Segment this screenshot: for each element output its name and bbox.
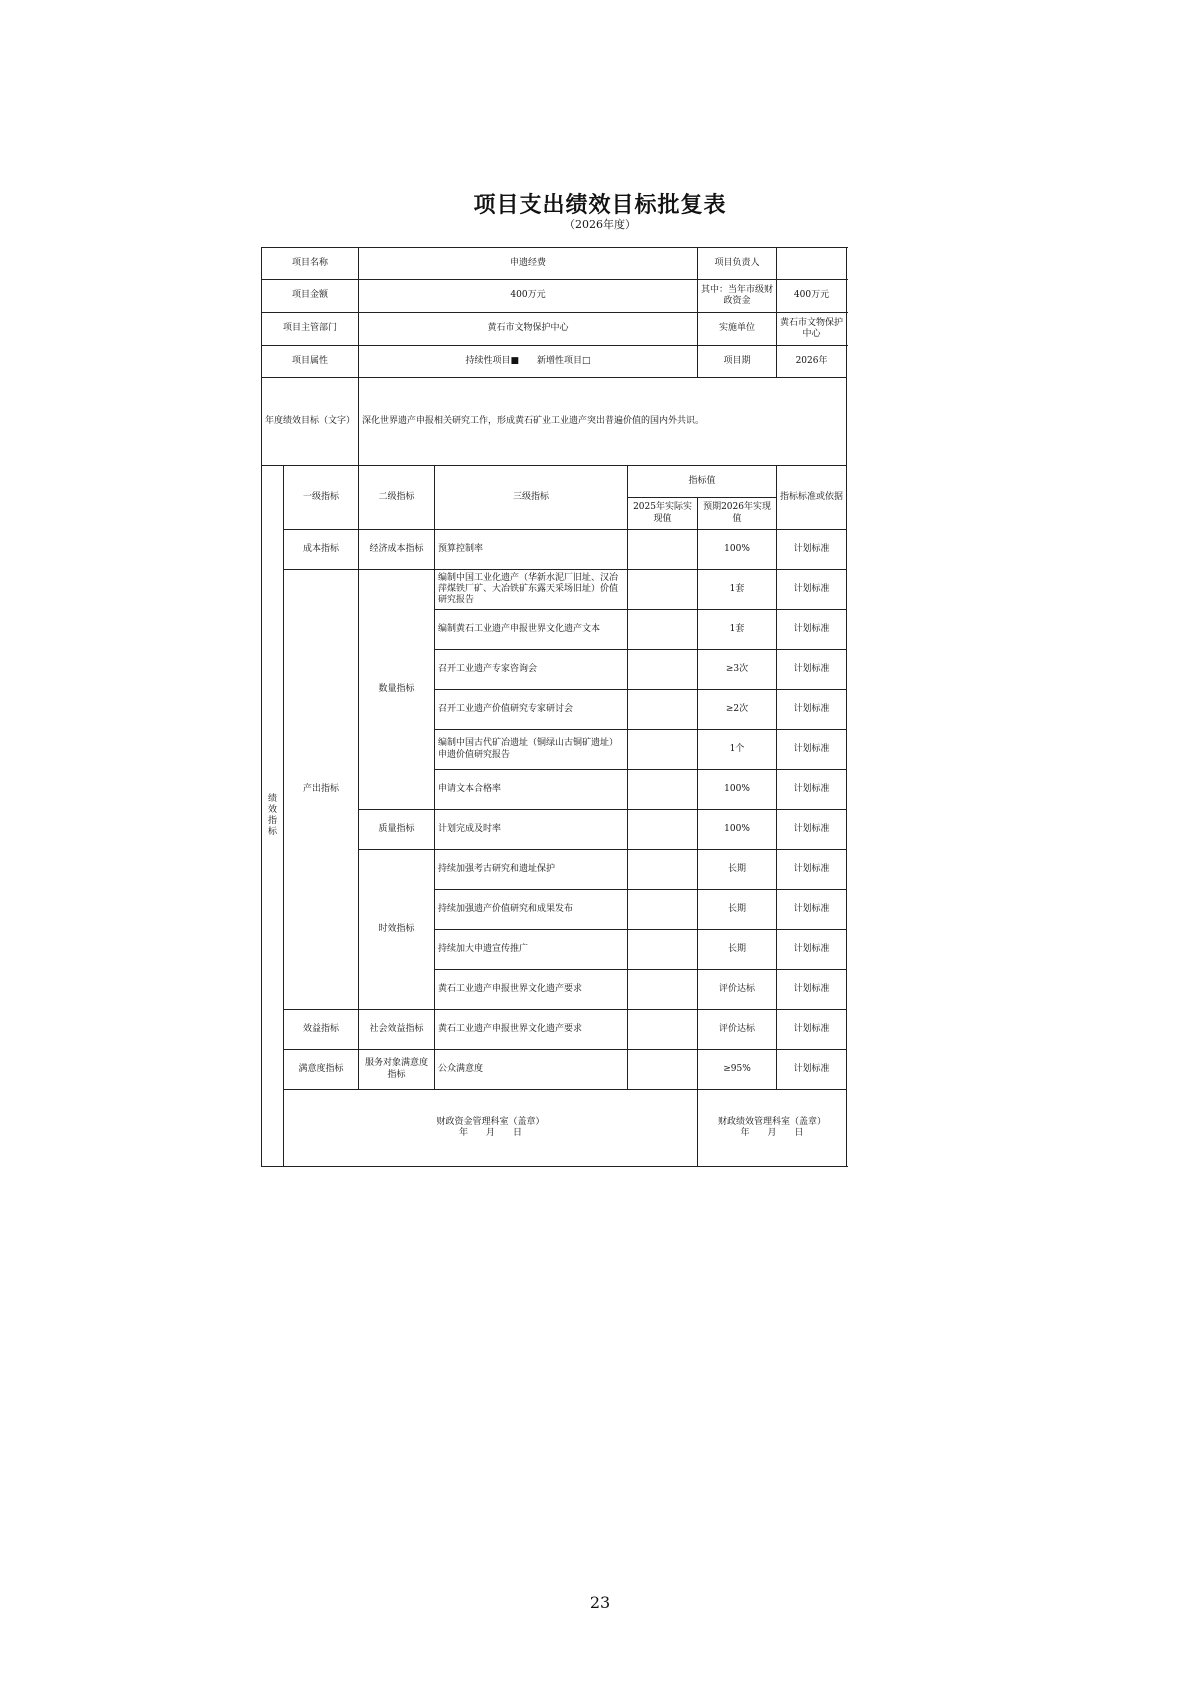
value-2026-cell: 长期 [698,930,777,970]
basis-cell: 计划标准 [777,970,847,1010]
value-2026-cell: 100% [698,770,777,810]
attr-label: 项目属性 [262,346,359,378]
value-2025-cell [628,930,698,970]
page-number: 23 [589,1593,611,1612]
level3-cell: 黄石工业遗产申报世界文化遗产要求 [435,970,628,1010]
basis-cell: 计划标准 [777,930,847,970]
basis-cell: 计划标准 [777,730,847,770]
dept-value: 黄石市文物保护中心 [359,313,698,346]
value-2025-cell [628,650,698,690]
level1-cell: 成本指标 [284,530,359,570]
dept-label: 项目主管部门 [262,313,359,346]
period-value: 2026年 [777,346,847,378]
value-2025-cell [628,530,698,570]
indicator-header-row [262,466,847,498]
value-2025-cell [628,570,698,610]
basis-cell: 计划标准 [777,850,847,890]
basis-cell: 计划标准 [777,810,847,850]
period-label: 项目期 [698,346,777,378]
level3-cell: 黄石工业遗产申报世界文化遗产要求 [435,1010,628,1050]
goal-text: 深化世界遗产申报相关研究工作，形成黄石矿业工业遗产突出普遍价值的国内外共识。 [359,378,847,466]
value-2025-cell [628,810,698,850]
level3-cell: 编制中国工业化遗产（华新水泥厂旧址、汉冶萍煤铁厂矿、大冶铁矿东露天采场旧址）价值研究报告 [435,570,628,610]
level3-cell: 持续加强考古研究和遗址保护 [435,850,628,890]
basis-cell: 计划标准 [777,1050,847,1090]
finance-performance-office-label: 财政绩效管理科室（盖章） [718,1116,827,1127]
info-row [262,248,847,280]
page-title: 项目支出绩效目标批复表 [473,193,727,218]
indicator-section-label [262,466,284,1167]
level2-cell: 服务对象满意度指标 [359,1050,435,1090]
value-2025-cell [628,1010,698,1050]
value-2026-cell: 100% [698,530,777,570]
table-row [262,530,847,570]
level2-cell: 社会效益指标 [359,1010,435,1050]
value-2026-cell: ≥3次 [698,650,777,690]
level3-cell: 召开工业遗产专家咨询会 [435,650,628,690]
fiscal-label: 其中：当年市级财政资金 [698,280,777,313]
value-2026-cell: 1套 [698,570,777,610]
level2-cell: 时效指标 [359,850,435,1010]
value-2025-cell [628,770,698,810]
fiscal-value: 400万元 [777,280,847,313]
value-2026-cell: 评价达标 [698,1010,777,1050]
owner-label: 项目负责人 [698,248,777,280]
finance-fund-office-date: 年 月 日 [459,1128,523,1138]
goal-label: 年度绩效目标（文字） [262,378,359,466]
value-2026-cell: 评价达标 [698,970,777,1010]
header-2026: 预期2026年实现值 [698,498,777,530]
owner-value [777,248,847,280]
value-2026-cell: 长期 [698,850,777,890]
table-row [262,1050,847,1090]
info-row [262,313,847,346]
value-2025-cell [628,1050,698,1090]
page-subtitle: （2026年度） [564,218,636,231]
level3-cell: 持续加大申遗宣传推广 [435,930,628,970]
performance-target-table [261,247,847,1167]
goal-row [262,378,847,466]
level3-cell: 计划完成及时率 [435,810,628,850]
signature-row [262,1090,847,1167]
info-row [262,346,847,378]
header-level1: 一级指标 [284,466,359,530]
value-2025-cell [628,850,698,890]
amount-label: 项目金额 [262,280,359,313]
value-2026-cell: ≥2次 [698,690,777,730]
level3-cell: 编制黄石工业遗产申报世界文化遗产文本 [435,610,628,650]
table-row [262,570,847,610]
value-2025-cell [628,690,698,730]
project-name-label: 项目名称 [262,248,359,280]
project-name-value: 申遗经费 [359,248,698,280]
level1-cell: 效益指标 [284,1010,359,1050]
header-2025: 2025年实际实现值 [628,498,698,530]
basis-cell: 计划标准 [777,690,847,730]
header-basis: 指标标准或依据 [777,466,847,530]
value-2025-cell [628,730,698,770]
level3-cell: 申请文本合格率 [435,770,628,810]
basis-cell: 计划标准 [777,610,847,650]
header-level2: 二级指标 [359,466,435,530]
basis-cell: 计划标准 [777,530,847,570]
attr-value: 持续性项目■ 新增性项目□ [359,346,698,378]
indicator-section-text: 绩 效 指 标 [267,793,277,838]
level3-cell: 持续加强遗产价值研究和成果发布 [435,890,628,930]
basis-cell: 计划标准 [777,1010,847,1050]
value-2026-cell: 100% [698,810,777,850]
value-2026-cell: 长期 [698,890,777,930]
impl-value: 黄石市文物保护中心 [777,313,847,346]
finance-fund-office-cell [284,1090,698,1167]
value-2025-cell [628,610,698,650]
level1-cell: 满意度指标 [284,1050,359,1090]
header-level3: 三级指标 [435,466,628,530]
value-2026-cell: 1套 [698,610,777,650]
level2-cell: 数量指标 [359,570,435,810]
basis-cell: 计划标准 [777,890,847,930]
level2-cell: 质量指标 [359,810,435,850]
impl-label: 实施单位 [698,313,777,346]
value-2026-cell: ≥95% [698,1050,777,1090]
basis-cell: 计划标准 [777,570,847,610]
finance-performance-office-date: 年 月 日 [740,1128,804,1138]
level3-cell: 编制中国古代矿冶遗址（铜绿山古铜矿遗址）申遗价值研究报告 [435,730,628,770]
basis-cell: 计划标准 [777,650,847,690]
level3-cell: 公众满意度 [435,1050,628,1090]
amount-value: 400万元 [359,280,698,313]
table-row [262,1010,847,1050]
level2-cell: 经济成本指标 [359,530,435,570]
value-2026-cell: 1个 [698,730,777,770]
value-2025-cell [628,970,698,1010]
value-2025-cell [628,890,698,930]
level3-cell: 预算控制率 [435,530,628,570]
header-value: 指标值 [628,466,777,498]
level3-cell: 召开工业遗产价值研究专家研讨会 [435,690,628,730]
level1-cell: 产出指标 [284,570,359,1010]
basis-cell: 计划标准 [777,770,847,810]
finance-performance-office-cell [698,1090,847,1167]
info-row [262,280,847,313]
finance-fund-office-label: 财政资金管理科室（盖章） [436,1116,545,1127]
